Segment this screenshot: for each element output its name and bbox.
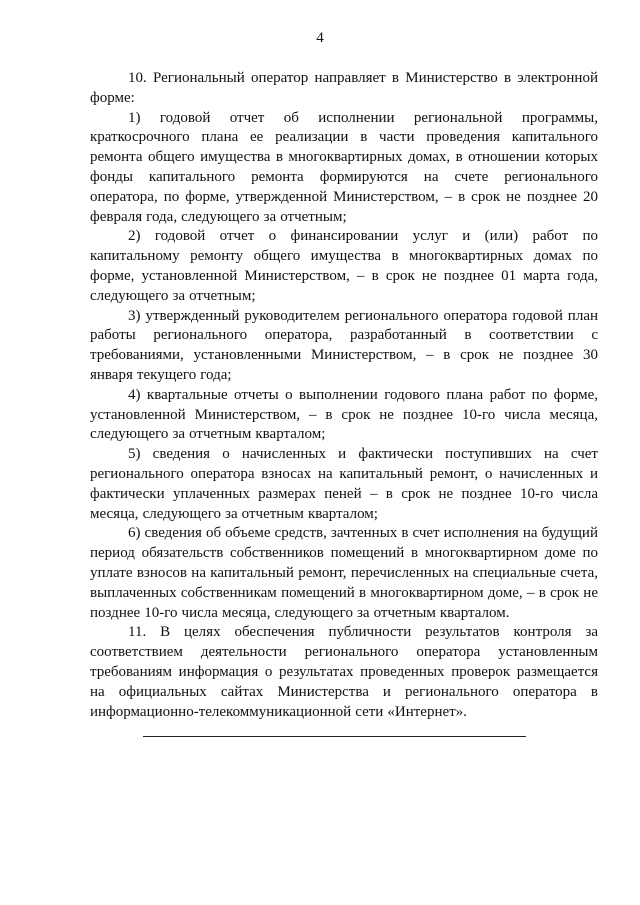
page-number: 4 [316,30,324,46]
paragraph-item-1: 1) годовой отчет об исполнении региональной программы, краткосрочного плана ее реализации в части проведения капитального ремонта общего имущества в многоквартирных домах, в отношении которых фонды капитального ремонта формируются на счете регионального оператора, по форме, утвержденной Министерством, – в срок не позднее 20 февраля года, следующего за отчетным; [90,109,598,225]
end-of-text-rule [143,736,526,737]
paragraph-item-6: 6) сведения об объеме средств, зачтенных в счет исполнения на будущий период обязательств собственников помещений в многоквартирном доме по уплате взносов на капитальный ремонт, перечисленных на специальные счета, выплаченных собственникам помещений в многоквартирном доме, – в срок не позднее 10-го числа месяца, следующего за отчетным кварталом. [90,525,598,621]
paragraph-item-5: 5) сведения о начисленных и фактически поступивших на счет регионального оператора взносах на капитальный ремонт, о начисленных и фактически уплаченных размерах пеней – в срок не позднее 10-го числа месяца, следующего за отчетным кварталом; [90,446,598,522]
paragraph-clause-10: 10. Региональный оператор направляет в Министерство в электронной форме: [90,70,598,106]
document-body [90,69,598,722]
paragraph-item-4: 4) квартальные отчеты о выполнении годового плана работ по форме, установленной Министерством, – в срок не позднее 10-го числа месяца, следующего за отчетным кварталом; [90,386,598,443]
paragraph-item-3: 3) утвержденный руководителем регионального оператора годовой план работы регионального оператора, разработанный в соответствии с требованиями, установленными Министерством, – в срок не позднее 30 января текущего года; [90,307,598,383]
paragraph-item-2: 2) годовой отчет о финансировании услуг и (или) работ по капитальному ремонту общего имущества в многоквартирных домах по форме, установленной Министерством, – в срок не позднее 01 марта года, следующего за отчетным; [90,228,598,304]
paragraph-clause-11: 11. В целях обеспечения публичности результатов контроля за соответствием деятельности регионального оператора установленным требованиям информация о результатах проведенных проверок размещается на официальных сайтах Министерства и регионального оператора в информационно-телекоммуникационной сети «Интернет». [90,624,598,720]
